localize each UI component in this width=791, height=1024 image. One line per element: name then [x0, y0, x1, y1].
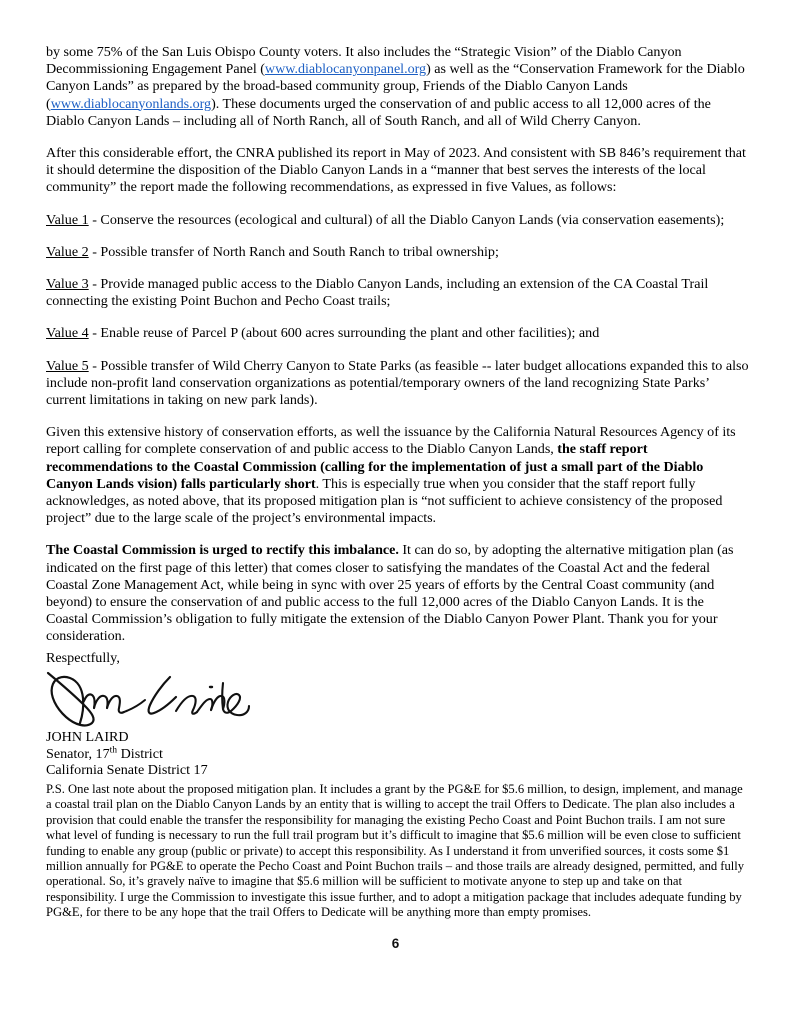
- closing-salutation: Respectfully,: [46, 650, 120, 666]
- paragraph-1-segment-a: by some 75% of the San Luis Obispo County voters. It also includes the “Strategic Vision” of the Diablo Canyon Decommissioning Engagement Panel (: [46, 44, 682, 78]
- value-2-label: Value 2: [46, 243, 89, 260]
- value-3-label: Value 3: [46, 276, 89, 293]
- signer-title-superscript: th: [109, 743, 118, 755]
- value-1-label: Value 1: [46, 211, 89, 228]
- value-item-2: [46, 244, 749, 261]
- link-diablocanyonlands[interactable]: www.diablocanyonlands.org: [50, 95, 212, 112]
- signer-name: JOHN LAIRD: [46, 729, 129, 746]
- signature-block: [46, 650, 466, 778]
- signer-title-prefix: Senator, 17: [46, 745, 110, 762]
- value-5-label: Value 5: [46, 357, 89, 374]
- paragraph-1-segment-c: ). These documents urged the conservation of and public access to all 12,000 acres of the Diablo Canyon Lands – including all of North Ranch, all of South Ranch, and all of Wild Cherry Canyon.: [46, 95, 711, 129]
- value-item-4: [46, 325, 749, 342]
- link-diablocanyonpanel[interactable]: www.diablocanyonpanel.org: [264, 61, 427, 78]
- paragraph-1-segment-b: ) as well as the “Conservation Framework for the Diablo Canyon Lands” as prepared by the broad-based community group, Friends of the Diablo Canyon Lands (: [46, 61, 745, 112]
- value-1-text: - Conserve the resources (ecological and cultural) of all the Diablo Canyon Lands (via conservation easements);: [88, 211, 725, 228]
- signer-identity: [46, 727, 466, 778]
- letter-body: [46, 44, 749, 661]
- value-4-text: - Enable reuse of Parcel P (about 600 acres surrounding the plant and other facilities); and: [88, 325, 600, 342]
- postscript-block: [46, 782, 750, 921]
- value-5-text: - Possible transfer of Wild Cherry Canyon to State Parks (as feasible -- later budget allocations expanded this to also include non-profit land conservation organizations as potential/temporary owners of the land recognizing State Parks’ current limitations in taking on new park lands).: [46, 357, 749, 409]
- paragraph-4-bold-emphasis: The Coastal Commission is urged to rectify this imbalance.: [46, 542, 399, 559]
- paragraph-1: [46, 44, 749, 130]
- value-item-1: [46, 212, 749, 229]
- handwritten-signature: [46, 669, 346, 727]
- value-item-5: [46, 358, 749, 410]
- paragraph-2: After this considerable effort, the CNRA published its report in May of 2023. And consistent with SB 846’s requirement that it should determine the disposition of the Diablo Canyon Lands in a “manner that best serves the interests of the local community” the report made the following recommendations, as expressed in five Values, as follows:: [46, 145, 746, 196]
- value-3-text: - Provide managed public access to the Diablo Canyon Lands, including an extension of the CA Coastal Trail connecting the existing Point Buchon and Pecho Coast trails;: [46, 276, 709, 310]
- postscript-text: P.S. One last note about the proposed mitigation plan. It includes a grant by the PG&E for $5.6 million, to design, implement, and manage a coastal trail plan on the Diablo Canyon Lands by an entity that is willing to accept the trail Offers to Dedicate. The plan also includes a provision that could enable the transfer the responsibility for managing the existing Pecho Coast and Point Buchon trails. I am not sure what level of funding is necessary to run the full trail program but it’s difficult to imagine that $5.6 million will be even close to sufficient funding to enable any group (public or private) to accept this responsibility. As I understand it from unverified sources, it costs some $1 million annually for PG&E to operate the Pecho Coast and Point Buchon trails – and those trails are already designed, permitted, and fully operational. So, it’s gravely naïve to imagine that $5.6 million will be sufficient to motivate anyone to step up and take on that responsibility. I urge the Commission to investigate this issue further, and to adopt a mitigation package that includes adequate funding by PG&E, for there to be any hope that the trail Offers to Dedicate will be anything more than empty promises.: [46, 782, 745, 920]
- paragraph-3-segment-b: . This is especially true when you consider that the staff report fully acknowledges, as noted above, that its proposed mitigation plan is “not sufficient to achieve consistency of the proposed project” due to the large scale of the project’s environmental impacts.: [46, 475, 723, 527]
- signer-title: [46, 743, 466, 762]
- signer-district: California Senate District 17: [46, 762, 208, 779]
- paragraph-3-segment-a: Given this extensive history of conservation efforts, as well the issuance by the California Natural Resources Agency of its report calling for complete conservation of and public access to the Diablo Canyon Lands,: [46, 424, 736, 458]
- paragraph-3-bold-emphasis: the staff report recommendations to the Coastal Commission (calling for the implementation of just a small part of the Diablo Canyon Lands vision) falls particularly short: [46, 441, 704, 492]
- page-number: 6: [391, 936, 400, 951]
- paragraph-3: [46, 424, 749, 527]
- value-2-text: - Possible transfer of North Ranch and South Ranch to tribal ownership;: [88, 243, 499, 260]
- paragraph-4-segment-a: It can do so, by adopting the alternative mitigation plan (as indicated on the first page of this letter) that comes closer to satisfying the mandates of the Coastal Act and the federal Coastal Zone Management Act, while being in sync with over 25 years of efforts by the Central Coast community (and beyond) to ensure the conservation of and public access to the full 12,000 acres of the Diablo Canyon Lands. It is the Coastal Commission’s obligation to fully mitigate the extension of the Diablo Canyon Power Plant. Thank you for your consideration.: [46, 542, 734, 645]
- value-4-label: Value 4: [46, 325, 89, 342]
- value-item-3: [46, 276, 749, 310]
- signer-title-suffix: District: [117, 745, 163, 762]
- paragraph-4: [46, 542, 749, 645]
